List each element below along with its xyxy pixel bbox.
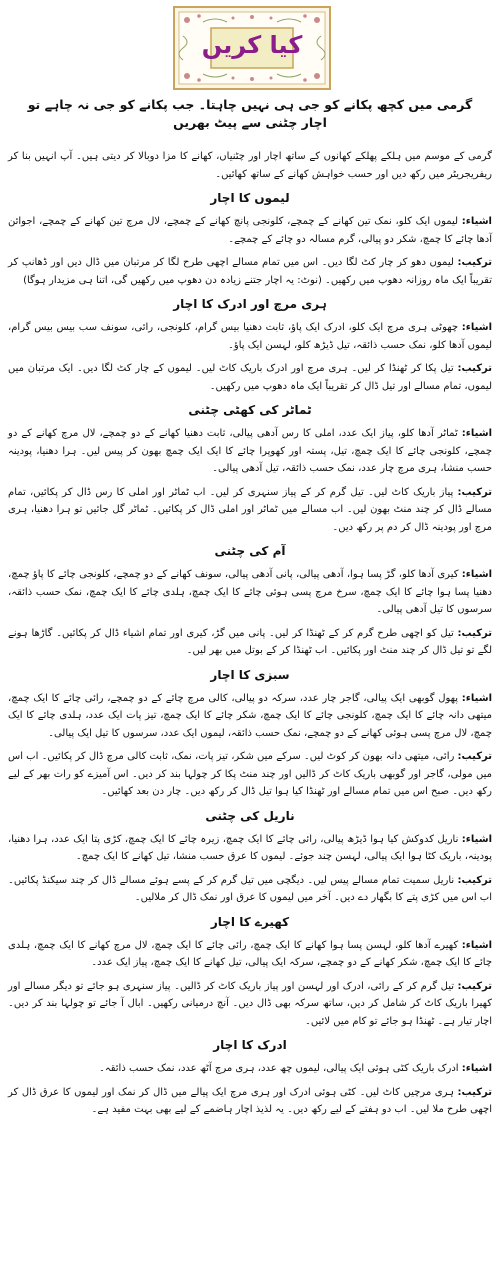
recipe-ingredients xyxy=(8,566,492,619)
recipe-ingredients xyxy=(8,690,492,743)
banner-title: کیا کریں xyxy=(201,31,303,59)
recipe-method xyxy=(8,625,492,660)
recipe-method xyxy=(8,1084,492,1119)
method-text: تیل پکا کر ٹھنڈا کر لیں۔ ہری مرچ اور ادرک باریک کاٹ لیں۔ لیموں کے چار کٹ لگا دیں۔ ایک مرتبان میں لیموں، تمام مسالے اور تیل ڈال کر تقریباً ایک ماہ دھوپ میں رکھیں۔ xyxy=(8,363,492,392)
recipe-method xyxy=(8,978,492,1031)
method-label: ترکیب: xyxy=(457,980,492,992)
method-label: ترکیب: xyxy=(457,257,493,268)
ingredients-label: اشیاء: xyxy=(461,692,492,704)
recipe-mango-chutney xyxy=(8,542,492,660)
ingredients-text: ٹماٹر آدھا کلو، پیاز ایک عدد، املی کا رس آدھی پیالی، ثابت دھنیا کھانے کے دو چمچے، لال مرچ کھانے کے دو چمچے، کلونجی چائے کا ایک چمچ، تیل، پستہ اور کھوپرا چائے کا ایک ایک چمچ بھون کر پیس لیں۔ ہرا دھنیا، پودینہ حسب منشا، ہری مرچ چار عدد، نمک حسب ذائقہ، تیل آدھی پیالی۔ xyxy=(8,428,492,474)
method-text: رائی، میتھی دانہ بھون کر کوٹ لیں۔ سرکے میں شکر، تیز پات، نمک، ثابت کالی مرچ ڈال کر پکائیں۔ اب اس میں مولی، گاجر اور گوبھی باریک کاٹ کر ڈالیں اور چند منٹ پکا کر چولہا بند کر دیں۔ اس آمیزے کو رات بھر کے لیے رکھ دیں۔ صبح اس میں تمام مسالے اور ٹھنڈا کیا ہوا تیل ڈال کر رکھ دیں۔ چار دن بعد کھائیں۔ xyxy=(8,751,492,797)
method-text: پیاز باریک کاٹ لیں۔ تیل گرم کر کے پیاز سنہری کر لیں۔ اب ٹماٹر اور املی کا رس ڈال کر پکائیں، تمام مسالے ڈال کر چند منٹ بھون لیں۔ اب مسالے میں ٹماٹر اور املی ڈال کر پکائیں۔ ٹماٹر گل جائیں تو ہرا دھنیا، ہری مرچ اور پودینہ ڈال کر دم پر رکھ دیں۔ xyxy=(8,486,492,533)
ingredients-text: ناریل کدوکش کیا ہوا ڈیڑھ پیالی، رائی چائے کا ایک چمچ، زیرہ چائے کا ایک چمچ، کڑی پتا ایک عدد، ہرا دھنیا، پودینہ، باریک کٹا ہوا ایک پیالی، لہسن چند جوئے۔ لیموں کا عرق حسب منشا، تیل کھانے کا ایک چمچ۔ xyxy=(8,833,492,862)
ingredients-text: کیری آدھا کلو، گڑ پسا ہوا، آدھی پیالی، پانی آدھی پیالی، سونف کھانے کے دو چمچے، کلونجی چائے کا پاؤ چمچ، دھنیا پسا ہوا چائے کا ایک چمچ، سرخ مرچ پسی ہوئی چائے کا ایک چمچ، ہلدی چائے کا ایک چمچ، نمک حسب ذائقہ، سرسوں کا تیل آدھی پیالی۔ xyxy=(8,569,492,615)
recipe-green-chili-ginger-pickle xyxy=(8,295,492,395)
ingredients-label: اشیاء: xyxy=(461,216,492,227)
ingredients-text: کھیرے آدھا کلو، لہسن پسا ہوا کھانے کا ایک چمچ، رائی چائے کا ایک چمچ، لال مرچ کھانے کا ایک چمچ، ہلدی چائے کا ایک چمچ، شکر کھانے کے دو چمچے، سرکہ ایک پیالی، تیل کھانے کا ایک چمچ، پیاز ایک عدد۔ xyxy=(8,939,492,968)
ingredients-text: ادرک باریک کٹی ہوئی ایک پیالی، لیموں چھ عدد، ہری مرچ آٹھ عدد، نمک حسب ذائقہ۔ xyxy=(98,1063,459,1074)
recipe-method xyxy=(8,254,492,289)
recipe-vegetable-pickle xyxy=(8,666,492,801)
recipe-method xyxy=(8,484,492,537)
recipe-title: آم کی چٹنی xyxy=(214,544,286,558)
ingredients-label: اشیاء: xyxy=(461,569,492,580)
method-label: ترکیب: xyxy=(457,874,492,886)
main-heading: گرمی میں کچھ پکانے کو جی ہی نہیں چاہتا۔ جب پکانے کو جی نہ چاہے تو اچار چٹنی سے پیٹ بھریں xyxy=(27,97,473,130)
method-text: ناریل سمیت تمام مسالے پیس لیں۔ دیگچی میں تیل گرم کر کے پسے ہوئے مسالے ڈال کر چند سیکنڈ پکائیں۔ اب اس میں کڑی پتے کا بگھار دے دیں۔ آخر میں لیموں کا عرق اور نمک ڈال کر ملالیں۔ xyxy=(8,874,492,903)
ingredients-label: اشیاء: xyxy=(461,428,492,439)
method-text: ہری مرچیں کاٹ لیں۔ کٹی ہوئی ادرک اور ہری مرچ ایک پیالے میں ڈال کر نمک اور لیموں کا عرق ڈال کر اچھی طرح ملا لیں۔ اب دو ہفتے کے لیے رکھ دیں۔ یہ لذیذ اچار ہاضمے کے لیے بھی بہت مفید ہے۔ xyxy=(8,1086,492,1115)
recipe-method xyxy=(8,872,492,907)
recipe-title: سبزی کا اچار xyxy=(210,667,290,682)
recipe-ingredients xyxy=(8,1060,492,1078)
method-label: ترکیب: xyxy=(457,486,492,498)
recipe-ingredients xyxy=(8,937,492,972)
method-text: لیموں دھو کر چار کٹ لگا دیں۔ اس میں تمام مسالے اچھی طرح لگا کر مرتبان میں ڈال دیں اور ڈھانپ کر تقریباً ایک ماہ روزانہ دھوپ میں رکھیں۔ (نوٹ: یہ اچار جتنے زیادہ دن دھوپ میں رکھیں گی، اتنا ہی مزیدار ہوگا) xyxy=(8,257,492,286)
article-body xyxy=(8,148,492,1125)
recipe-coconut-chutney xyxy=(8,807,492,907)
intro-paragraph: گرمی کے موسم میں ہلکے پھلکے کھانوں کے ساتھ اچار اور چٹنیاں، کھانے کا مزا دوبالا کر دیتی ہیں۔ آپ انہیں بنا کر ریفریجریٹر میں رکھ دیں اور حسب خواہش کھانے کے ساتھ کھائیں۔ xyxy=(8,151,492,180)
recipe-lemon-pickle xyxy=(8,189,492,289)
ingredients-label: اشیاء: xyxy=(461,1063,492,1074)
method-text: تیل گرم کر کے رائی، ادرک اور لہسن اور پیاز باریک کاٹ کر ڈالیں۔ پیاز سنہری ہو جائے تو دیگر مسالے اور کھیرا باریک کاٹ کر شامل کر دیں، ساتھ سرکہ بھی ڈال دیں۔ آنچ درمیانی رکھیں۔ ابال آ جائے تو چولہا بند کر دیں۔ اچار تیار ہے۔ ٹھنڈا ہو جائے تو کام میں لائیں۔ xyxy=(8,980,492,1027)
recipe-tomato-chutney xyxy=(8,401,492,536)
recipe-ingredients xyxy=(8,425,492,478)
recipe-title: ناریل کی چٹنی xyxy=(205,808,295,823)
ingredients-text: لیموں ایک کلو، نمک تین کھانے کے چمچے، کلونجی پانچ کھانے کے چمچے، لال مرچ تین کھانے کے چمچے، اجوائن آدھا چائے کا چمچ، شکر دو پیالی، گرم مسالہ دو چائے کے چمچے۔ xyxy=(8,216,492,245)
recipe-title: کھیرے کا اچار xyxy=(210,914,290,929)
recipe-ingredients xyxy=(8,831,492,866)
method-label: ترکیب: xyxy=(457,363,492,374)
ingredients-text: چھوٹی ہری مرچ ایک کلو، ادرک ایک پاؤ، ثابت دھنیا بیس گرام، کلونجی، رائی، سونف سب بیس بیس گرام، لیموں آدھا کلو، نمک حسب ذائقہ، تیل ڈیڑھ کلو، لہسن ایک پاؤ۔ xyxy=(8,322,492,351)
ingredients-label: اشیاء: xyxy=(461,833,492,845)
ingredients-label: اشیاء: xyxy=(461,322,493,333)
recipe-title: ٹماٹر کی کھٹی چٹنی xyxy=(188,403,312,417)
recipe-title: ہری مرچ اور ادرک کا اچار xyxy=(173,297,327,311)
ingredients-label: اشیاء: xyxy=(461,939,492,951)
recipe-method xyxy=(8,360,492,395)
recipe-ingredients xyxy=(8,319,492,354)
method-label: ترکیب: xyxy=(457,751,492,762)
recipe-method xyxy=(8,748,492,801)
ingredients-text: پھول گوبھی ایک پیالی، گاجر چار عدد، سرکہ دو پیالی، کالی مرچ چائے کے دو چمچے، رائی چائے کا ایک چمچ، میتھی دانہ چائے کا ایک چمچ، کلونجی چائے کا ایک چمچ، شکر چائے کا ایک چمچ، تیز پات ایک عدد، ہلدی چائے کا ایک چمچ، لال مرچ پسی ہوئی کھانے کے دو چمچے، نمک حسب ذائقہ، لیموں ایک عدد، سرسوں کا تیل ایک پیالی۔ xyxy=(8,692,492,739)
method-label: ترکیب: xyxy=(457,627,492,639)
recipe-cucumber-pickle xyxy=(8,913,492,1031)
recipe-title: ادرک کا اچار xyxy=(213,1038,287,1052)
title-banner xyxy=(173,6,331,90)
recipe-ginger-pickle xyxy=(8,1036,492,1119)
method-text: تیل کو اچھی طرح گرم کر کے ٹھنڈا کر لیں۔ پانی میں گڑ، کیری اور تمام اشیاء ڈال کر پکائیں۔ گاڑھا ہونے لگے تو تیل ڈال کر چند منٹ اور پکائیں۔ اب ٹھنڈا کر کے بوتل میں بھر لیں۔ xyxy=(8,627,492,656)
method-label: ترکیب: xyxy=(457,1086,492,1098)
recipe-title: لیموں کا اچار xyxy=(210,191,290,205)
recipe-ingredients xyxy=(8,213,492,248)
